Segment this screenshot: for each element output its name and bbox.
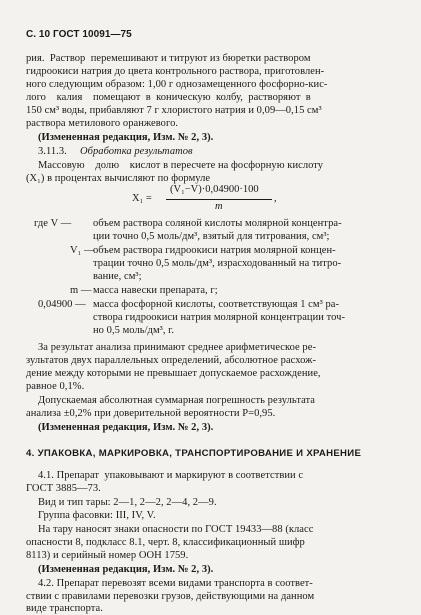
text-line: зультатов двух параллельных определений, абсолютное расхож- xyxy=(26,355,317,366)
text-line: виде транспорта. xyxy=(26,603,103,614)
section-heading: 4. УПАКОВКА, МАРКИРОВКА, ТРАНСПОРТИРОВАНИЕ И ХРАНЕНИЕ xyxy=(26,448,362,459)
def-text: объем раствора гидроокиси натрия молярной концен- xyxy=(93,245,336,256)
def-term: где V — xyxy=(34,218,72,229)
section-number: 3.11.3. xyxy=(38,146,67,157)
def-text: ции точно 0,5 моль/дм³, взятый для титрования, см³; xyxy=(93,231,330,242)
text-line: анализа ±0,2% при доверительной вероятности P=0,95. xyxy=(26,408,276,419)
text-line: опасности 8, подкласс 8.1, черт. 8, классификационный шифр xyxy=(26,537,305,548)
text-line: На тару наносят знаки опасности по ГОСТ 19433—88 (класс xyxy=(38,524,314,535)
text-line: ГОСТ 3885—73. xyxy=(26,483,101,494)
def-text: масса фосфорной кислоты, соответствующая 1 см³ ра- xyxy=(93,299,339,310)
def-term: 0,04900 — xyxy=(38,299,86,310)
text-line: (X₁) в процентах вычисляют по формуле xyxy=(26,173,211,184)
text-line: 150 см³ воды, прибавляют 7 г хлористого натрия и 0,09—0,15 см³ xyxy=(26,105,322,116)
def-text: масса навески препарата, г; xyxy=(93,285,218,296)
def-text: объем раствора соляной кислоты молярной концентра- xyxy=(93,218,342,229)
text-line: гидроокиси натрия до цвета контрольного раствора, приготовлен- xyxy=(26,66,325,77)
page-header: С. 10 ГОСТ 10091—75 xyxy=(26,29,132,40)
text-line: За результат анализа принимают среднее арифметическое ре- xyxy=(38,342,316,353)
text-line: равное 0,1%. xyxy=(26,381,85,392)
text-line: раствора метилового оранжевого. xyxy=(26,118,179,129)
def-term: m — xyxy=(70,285,92,296)
formula-lhs: X₁ = xyxy=(132,193,152,204)
text-line: лого калия помещают в коническую колбу, растворяют в xyxy=(26,92,311,103)
def-text: трации точно 0,5 моль/дм³, израсходованный на титро- xyxy=(93,258,342,269)
text-line: 4.2. Препарат перевозят всеми видами транспорта в соответ- xyxy=(38,578,313,589)
def-term: V₁ — xyxy=(70,245,95,256)
formula-numerator: (V₁−V)·0,04900·100 xyxy=(170,184,259,195)
amendment-note: (Измененная редакция, Изм. № 2, 3). xyxy=(38,564,214,575)
text-line: рия. Раствор перемешивают и титруют из бюретки раствором xyxy=(26,53,311,64)
text-line: ствии с правилами перевозки грузов, действующими на данном xyxy=(26,591,315,602)
text-line: Группа фасовки: III, IV, V. xyxy=(38,510,156,521)
amendment-note: (Измененная редакция, Изм. № 2, 3). xyxy=(38,422,214,433)
def-text: но 0,5 моль/дм³, г. xyxy=(93,325,175,336)
section-title: Обработка результатов xyxy=(80,146,193,157)
amendment-note: (Измененная редакция, Изм. № 2, 3). xyxy=(38,132,214,143)
text-line: Допускаемая абсолютная суммарная погрешность результата xyxy=(38,395,316,406)
def-text: створа гидроокиси натрия молярной концентрации точ- xyxy=(93,312,346,323)
fraction-bar xyxy=(166,199,272,200)
text-line: дение между которыми не превышает допускаемое расхождение, xyxy=(26,368,321,379)
text-line: 8113) и серийный номер ООН 1759. xyxy=(26,550,189,561)
text-line: Массовую долю кислот в пересчете на фосфорную кислоту xyxy=(38,160,324,171)
text-line: 4.1. Препарат упаковывают и маркируют в соответствии с xyxy=(38,470,304,481)
formula-denominator: m xyxy=(215,201,223,212)
formula-end: , xyxy=(274,193,277,204)
text-line: Вид и тип тары: 2—1, 2—2, 2—4, 2—9. xyxy=(38,497,217,508)
text-line: ного следующим образом: 1,00 г однозамещенного фосфорно-кис- xyxy=(26,79,328,90)
def-text: вание, см³; xyxy=(93,271,142,282)
